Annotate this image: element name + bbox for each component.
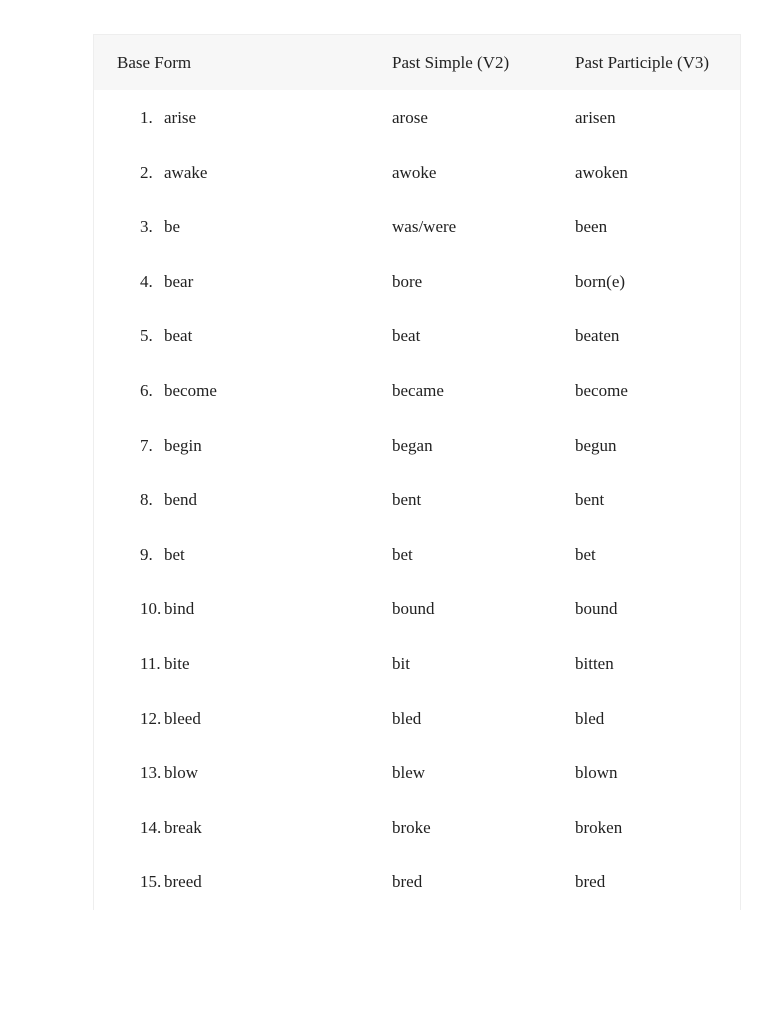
past-participle-cell: bound xyxy=(575,599,618,619)
table-row xyxy=(94,363,740,418)
past-simple-cell: bled xyxy=(392,708,422,728)
past-participle-cell: bet xyxy=(575,544,596,564)
past-simple-cell: broke xyxy=(392,817,431,837)
past-participle-cell: bled xyxy=(575,708,605,728)
past-simple-cell: bred xyxy=(392,872,423,892)
row-number: 12. xyxy=(140,708,162,728)
base-form-cell: bet xyxy=(164,544,185,564)
table-row xyxy=(94,145,740,200)
table-row xyxy=(94,800,740,855)
table-row xyxy=(94,308,740,363)
base-form-cell: be xyxy=(164,217,181,237)
base-form-cell: breed xyxy=(164,872,202,892)
table-row xyxy=(94,854,740,909)
past-participle-cell: awoken xyxy=(575,162,628,182)
base-form-cell: become xyxy=(164,380,217,400)
header-past-participle: Past Participle (V3) xyxy=(575,53,710,72)
table-row xyxy=(94,581,740,636)
table-row xyxy=(94,691,740,746)
table-row xyxy=(94,254,740,309)
row-number: 6. xyxy=(140,380,153,400)
past-simple-cell: began xyxy=(392,435,433,455)
past-participle-cell: born(e) xyxy=(575,271,626,291)
past-simple-cell: bore xyxy=(392,271,423,291)
header-base-form: Base Form xyxy=(117,53,192,72)
past-participle-cell: bent xyxy=(575,490,605,510)
table-row xyxy=(94,472,740,527)
row-number: 7. xyxy=(140,435,153,455)
past-participle-cell: broken xyxy=(575,817,623,837)
past-simple-cell: blew xyxy=(392,763,426,783)
past-participle-cell: become xyxy=(575,380,628,400)
past-participle-cell: bred xyxy=(575,872,606,892)
past-participle-cell: begun xyxy=(575,435,617,455)
base-form-cell: bleed xyxy=(164,708,201,728)
base-form-cell: beat xyxy=(164,326,193,346)
row-number: 8. xyxy=(140,490,153,510)
base-form-cell: bend xyxy=(164,490,198,510)
past-simple-cell: beat xyxy=(392,326,421,346)
past-simple-cell: bound xyxy=(392,599,435,619)
row-number: 4. xyxy=(140,271,153,291)
base-form-cell: break xyxy=(164,817,202,837)
row-number: 13. xyxy=(140,763,162,783)
table-body xyxy=(94,90,740,909)
past-simple-cell: was/were xyxy=(392,217,457,237)
table-row xyxy=(94,636,740,691)
past-participle-cell: been xyxy=(575,217,608,237)
past-participle-cell: beaten xyxy=(575,326,620,346)
table-row xyxy=(94,418,740,473)
past-simple-cell: awoke xyxy=(392,162,437,182)
past-participle-cell: blown xyxy=(575,763,618,783)
past-simple-cell: arose xyxy=(392,108,428,127)
row-number: 3. xyxy=(140,217,153,237)
row-number: 9. xyxy=(140,544,153,564)
table-row xyxy=(94,745,740,800)
past-simple-cell: bent xyxy=(392,490,422,510)
row-number: 2. xyxy=(140,162,153,182)
row-number: 5. xyxy=(140,326,153,346)
table-row xyxy=(94,199,740,254)
past-participle-cell: arisen xyxy=(575,108,616,127)
base-form-cell: arise xyxy=(164,108,197,127)
base-form-cell: bite xyxy=(164,653,190,673)
base-form-cell: begin xyxy=(164,435,202,455)
past-simple-cell: became xyxy=(392,380,444,400)
base-form-cell: bind xyxy=(164,599,195,619)
row-number: 1. xyxy=(140,108,153,127)
table-row xyxy=(94,90,740,145)
row-number: 10. xyxy=(140,599,162,619)
past-simple-cell: bet xyxy=(392,544,413,564)
irregular-verbs-table xyxy=(93,34,741,910)
past-participle-cell: bitten xyxy=(575,653,614,673)
header-past-simple: Past Simple (V2) xyxy=(392,53,510,72)
row-number: 11. xyxy=(140,653,161,673)
past-simple-cell: bit xyxy=(392,653,410,673)
base-form-cell: blow xyxy=(164,763,198,783)
base-form-cell: bear xyxy=(164,271,194,291)
row-number: 15. xyxy=(140,872,162,892)
base-form-cell: awake xyxy=(164,162,208,182)
table-header-row xyxy=(94,35,740,90)
table-row xyxy=(94,527,740,582)
row-number: 14. xyxy=(140,817,162,837)
